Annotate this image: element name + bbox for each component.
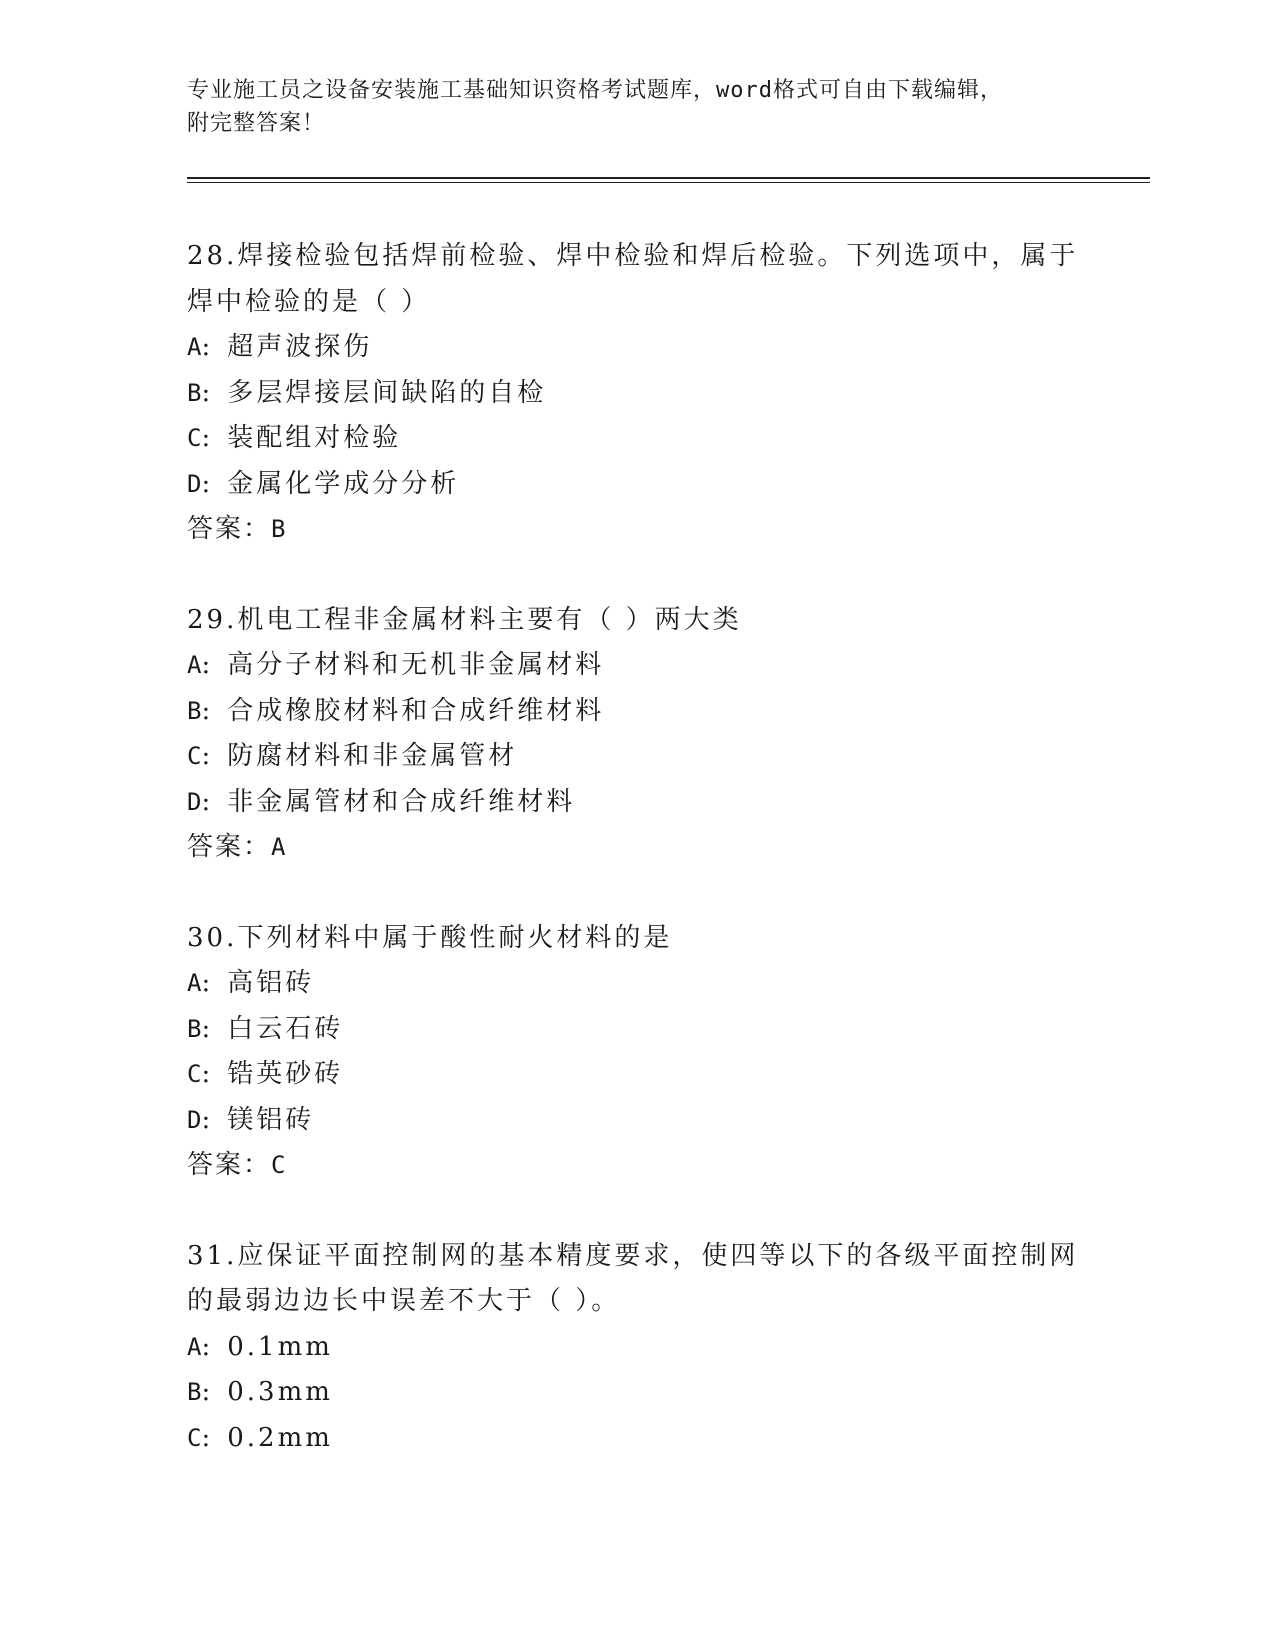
question-stem-line: 30.下列材料中属于酸性耐火材料的是 [187,922,673,953]
option-text: 0.1mm [227,1331,333,1362]
option-text: 超声波探伤 [227,332,373,362]
option-d [187,780,1087,826]
option-separator: : [201,650,214,680]
option-separator: : [201,423,214,453]
option-b [187,689,1087,735]
option-c [187,416,1087,462]
answer-line [187,825,1087,871]
option-separator: : [201,1013,214,1044]
option-text: 白云石砖 [227,1013,344,1044]
option-letter: B [187,1378,202,1406]
option-letter: C [187,742,202,770]
question-29 [187,598,1087,871]
option-text: 0.2mm [227,1422,333,1453]
option-text: 多层焊接层间缺陷的自检 [227,377,547,408]
option-a [187,325,1087,371]
option-letter: C [187,1423,202,1452]
option-d [187,1098,1087,1144]
option-letter: A [187,333,202,361]
option-text: 锆英砂砖 [227,1059,344,1089]
option-separator: : [201,1059,214,1089]
option-separator: : [201,1104,214,1135]
option-separator: : [201,1331,214,1362]
option-a [187,643,1087,689]
option-separator: : [201,468,214,499]
option-separator: : [201,1422,214,1453]
option-letter: D [187,469,202,498]
question-list [187,234,1087,1506]
option-separator: : [201,741,214,771]
answer-label: 答案： [187,1150,272,1180]
option-text: 装配组对检验 [227,423,402,453]
answer-line [187,507,1087,553]
option-letter: D [187,1105,202,1134]
option-b [187,1370,1087,1416]
answer-label: 答案： [187,514,272,544]
option-c [187,734,1087,780]
option-separator: : [201,786,214,817]
question-stem-line: 的最弱边边长中误差不大于（ ）。 [187,1286,621,1316]
header-line-2: 附完整答案！ [187,111,326,136]
option-separator: : [201,1377,214,1407]
option-text: 金属化学成分分析 [227,468,460,499]
option-text: 高分子材料和无机非金属材料 [227,650,605,680]
option-letter: A [187,969,202,997]
answer-value: A [271,833,288,861]
header-divider [187,177,1150,183]
option-a [187,1325,1087,1371]
question-31 [187,1234,1087,1462]
option-text: 防腐材料和非金属管材 [227,741,518,771]
option-letter: C [187,424,202,452]
question-stem-line: 28.焊接检验包括焊前检验、焊中检验和焊后检验。下列选项中，属于 [187,241,1079,271]
option-d [187,462,1087,508]
option-c [187,1052,1087,1098]
option-letter: C [187,1060,202,1088]
option-text: 合成橡胶材料和合成纤维材料 [227,695,605,726]
question-30 [187,916,1087,1189]
option-text: 0.3mm [227,1377,333,1407]
option-letter: A [187,651,202,679]
option-separator: : [201,332,214,362]
document-header [187,74,1067,140]
option-separator: : [201,377,214,408]
option-b [187,1007,1087,1053]
answer-line [187,1143,1087,1189]
question-28 [187,234,1087,553]
answer-label: 答案： [187,832,272,862]
option-letter: B [187,378,202,407]
option-separator: : [201,968,214,998]
header-line-1: 专业施工员之设备安装施工基础知识资格考试题库，word格式可自由下载编辑， [187,78,1003,103]
option-letter: B [187,696,202,725]
answer-value: C [271,1151,288,1179]
answer-value: B [271,515,288,543]
option-a [187,961,1087,1007]
option-text: 高铝砖 [227,968,315,998]
option-letter: A [187,1332,202,1361]
option-text: 镁铝砖 [227,1104,315,1135]
question-stem-line: 焊中检验的是（ ） [187,286,431,317]
option-separator: : [201,695,214,726]
option-c [187,1416,1087,1462]
option-letter: B [187,1014,202,1043]
question-stem-line: 29.机电工程非金属材料主要有（ ）两大类 [187,604,742,635]
option-letter: D [187,787,202,816]
option-text: 非金属管材和合成纤维材料 [227,786,576,817]
option-b [187,371,1087,417]
question-stem-line: 31.应保证平面控制网的基本精度要求，使四等以下的各级平面控制网 [187,1240,1079,1271]
